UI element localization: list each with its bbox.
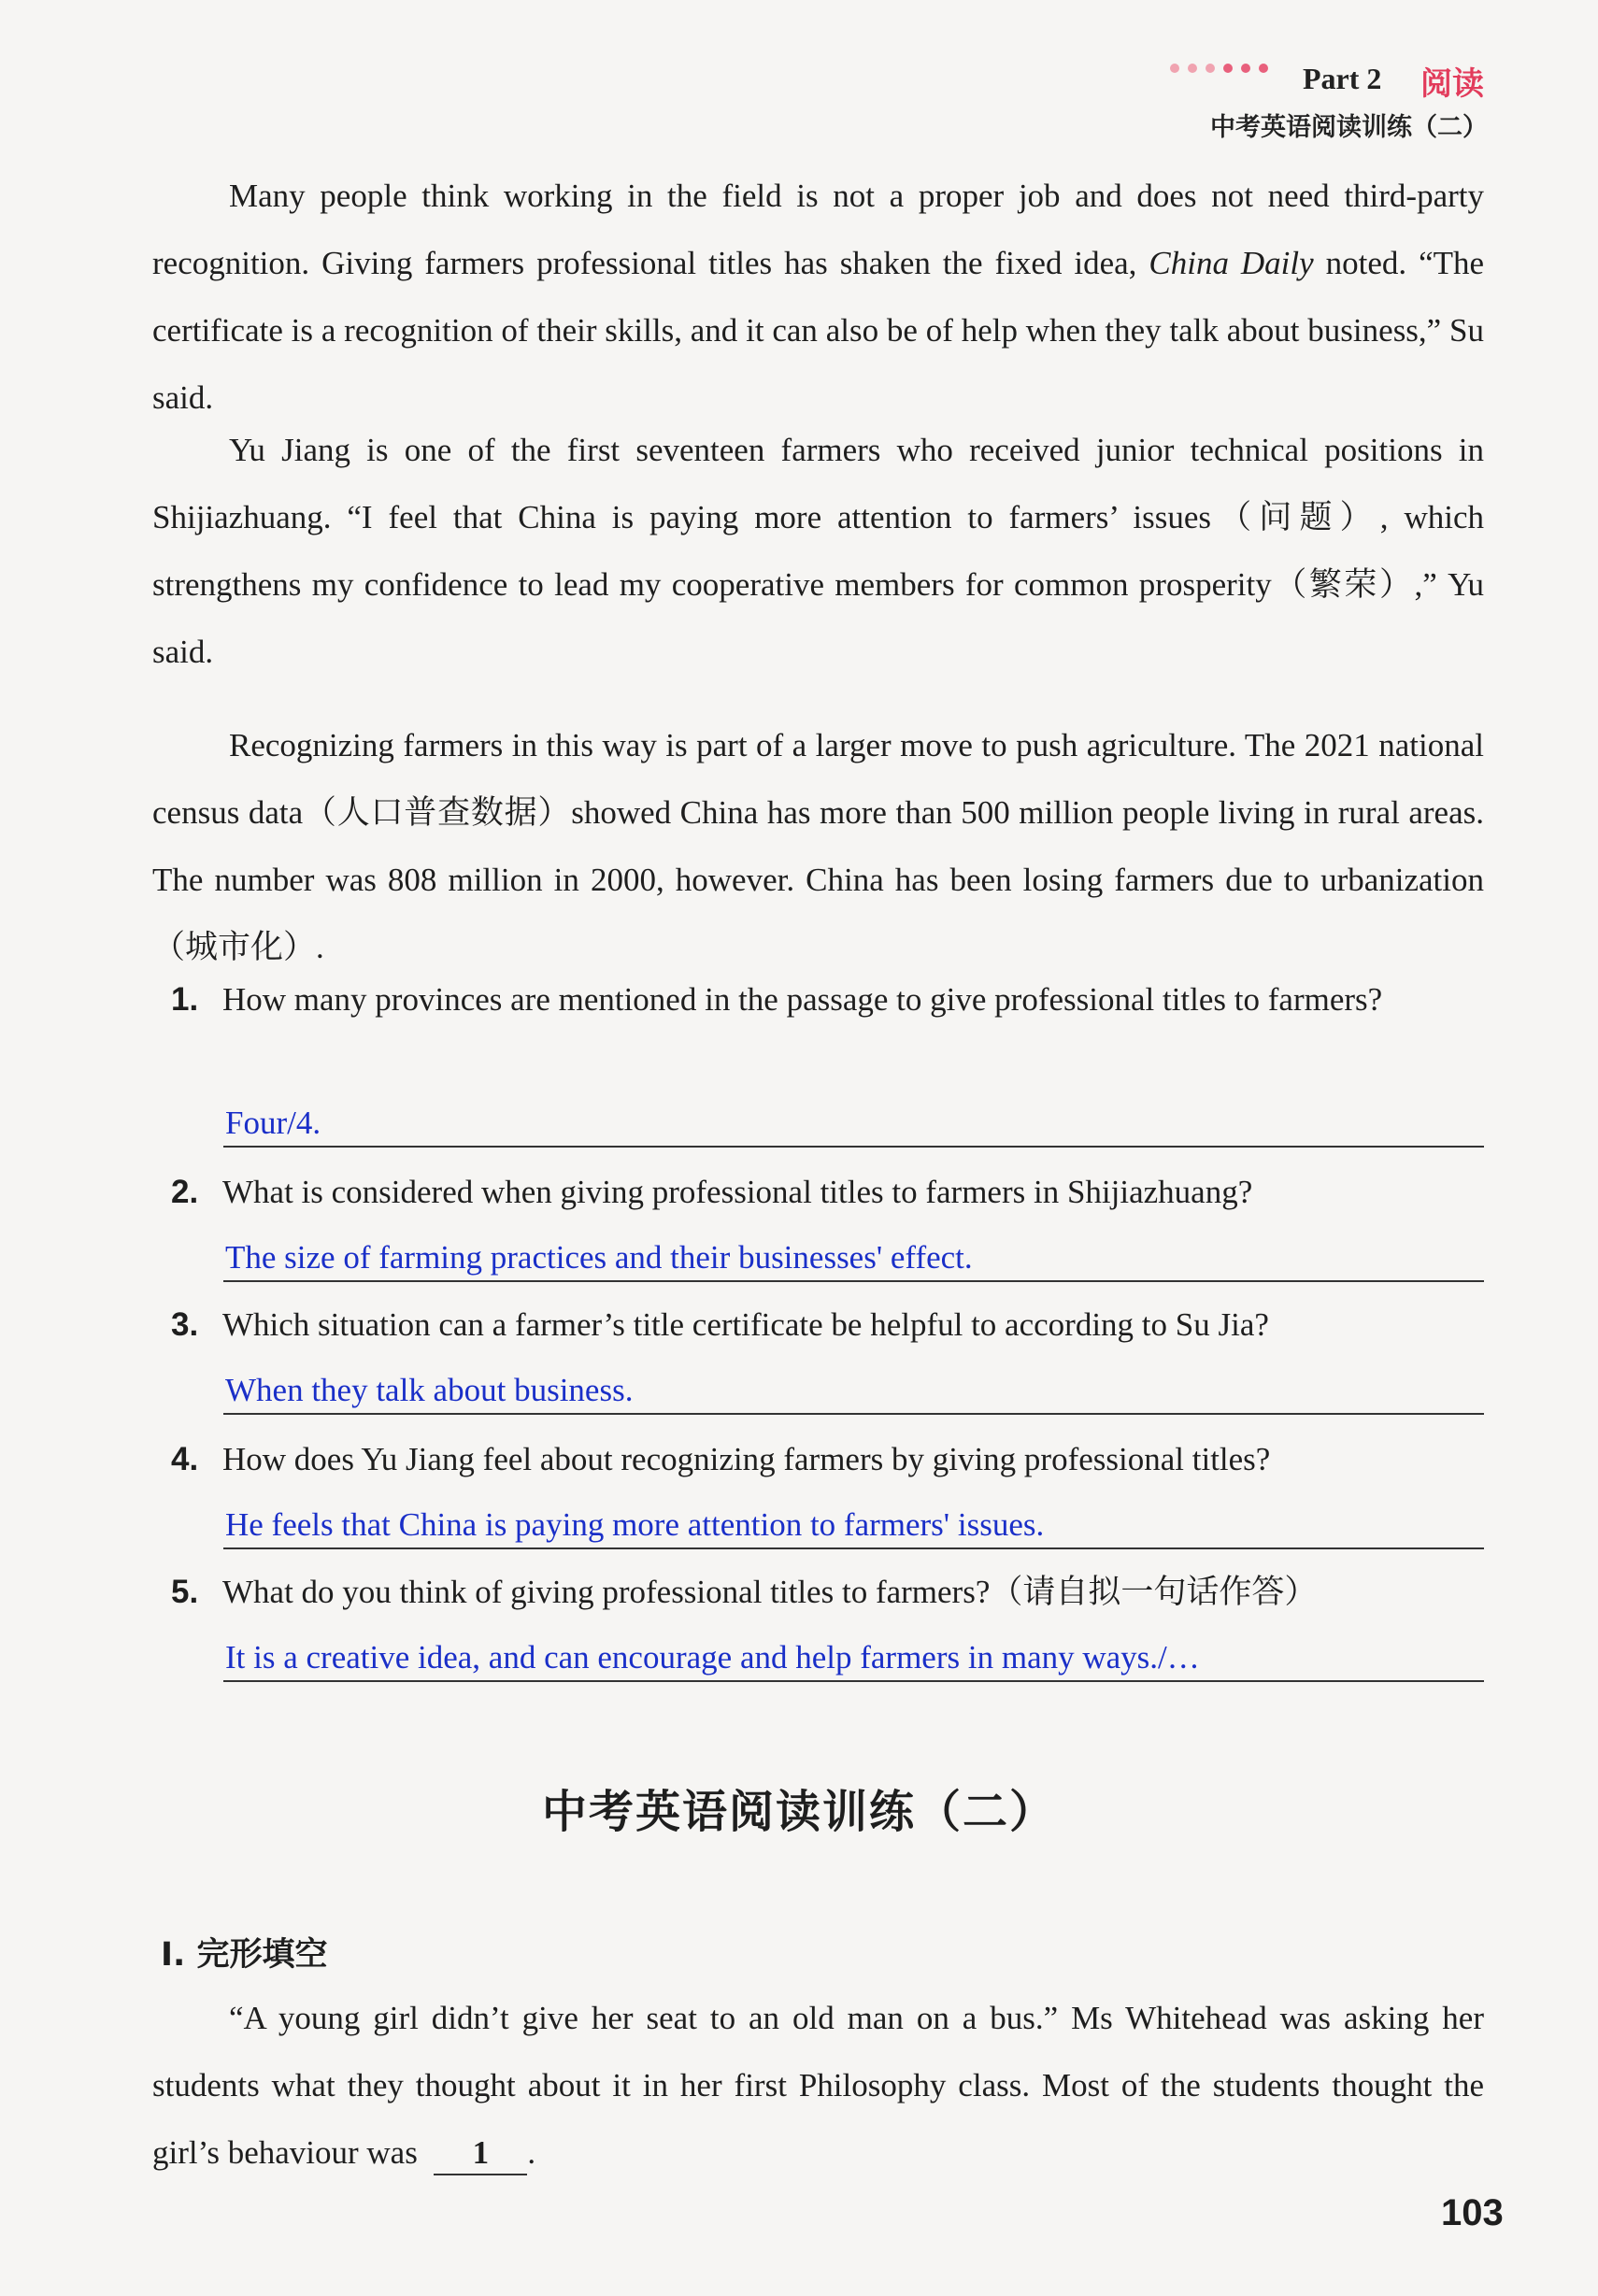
question-text: Which situation can a farmer’s title certificate be helpful to according to Su Jia? <box>222 1306 1269 1343</box>
paragraph-1: Many people think working in the field is not a proper job and does not need third-party recognition. Giving farmers professional titles has shaken the fixed idea, China Daily noted. “The certificate is a recognition of their skills, and it can also be of help when they talk about business,” Su said. <box>152 178 1485 416</box>
part-label: Ⅰ. 完形填空 <box>161 1936 328 1974</box>
header-category: 阅读 <box>1420 65 1484 103</box>
answer-line-3 <box>223 1353 1484 1415</box>
answer-text: Four/4. <box>225 1105 321 1141</box>
header-subtitle: 中考英语阅读训练（二） <box>1210 113 1488 142</box>
header-dots <box>1170 64 1268 73</box>
blank-1: 1 <box>434 2132 527 2175</box>
paragraph-2: Yu Jiang is one of the first seventeen farmers who received junior technical positions in Shijiazhuang. “I feel that China is paying more attention to farmers’ issues（问题）, which strengthens my confidence to lead my cooperative members for common prosperity（繁荣）,” Yu said. <box>152 432 1484 670</box>
answer-line-5 <box>223 1620 1484 1682</box>
answer-line-1 <box>223 1086 1484 1148</box>
question-text: How many provinces are mentioned in the passage to give professional titles to farmers? <box>222 981 1383 1018</box>
answer-text: It is a creative idea, and can encourage and help farmers in many ways./… <box>225 1639 1200 1676</box>
question-text: What is considered when giving professional titles to farmers in Shijiazhuang? <box>222 1174 1253 1210</box>
page-number: 103 <box>1441 2192 1504 2233</box>
answer-text: When they talk about business. <box>225 1372 634 1408</box>
answer-line-2 <box>223 1220 1484 1282</box>
paragraph-3: Recognizing farmers in this way is part of a larger move to push agriculture. The 2021 national census data（人口普查数据）showed China has more than 500 million people living in rural areas. The number was 808 million in 2000, however. China has been losing farmers due to urbanization（城市化）. <box>152 727 1484 965</box>
textbook-page: Part 2 阅读 中考英语阅读训练（二） Many people think working in the field is not a proper job and does not need third-party recognition. Giving farmers professional titles has shaken the fixed idea, China Daily noted. “The certificate is a recognition of their skills, and it can also be of help when they talk about business,” Su said. Yu Jiang is one of the first seventeen farmers who received junior technical positions in Shijiazhuang. “I feel that China is paying more attention to farmers’ issues（问题）, which strengthens my confidence to lead my cooperative members for common prosperity（繁荣）,” Yu said. Recognizing farmers in this way is part of a larger move to push agriculture. The 2021 national census data（人口普查数据）showed China has more than 500 million people living in rural areas. The number was 808 million in 2000, however. China has been losing farmers due to urbanization（城市化）. 1. How many provinces are mentioned in the passage to give professional titles to farmers? Four/4. 2. What is considered when giving professional titles to farmers in Shijiazhuang? The size of farming practices and their businesses' effect. 3. Which situation can a farmer’s title certificate be helpful to according to Su Jia? When they talk about business. 4. How does Yu Jiang feel about recognizing farmers by giving professional titles? He feels that China is paying more attention to farmers' issues. 5. What do you think of giving professional titles to farmers?（请自拟一句话作答） It is a creative idea, and can encourage and help farmers in many ways./… 中考英语阅读训练（二） Ⅰ. 完形填空 “A young girl didn’t give her seat to an old man on a bus.” Ms Whitehead was asking her students what they thought about it in her first Philosophy class. Most of the students thought the girl’s behaviour was 1 . 103 <box>0 0 1598 2296</box>
section-title: 中考英语阅读训练（二） <box>541 1786 1056 1838</box>
question-text: How does Yu Jiang feel about recognizing farmers by giving professional titles? <box>222 1441 1271 1477</box>
newspaper-name: China Daily <box>1149 245 1314 281</box>
cloze-paragraph: “A young girl didn’t give her seat to an old man on a bus.” Ms Whitehead was asking her students what they thought about it in her first Philosophy class. Most of the students thought the girl’s behaviour was 1 . <box>152 1985 1484 2187</box>
answer-text: He feels that China is paying more attention to farmers' issues. <box>225 1506 1045 1543</box>
header-part: Part 2 <box>1303 62 1382 95</box>
question-text: What do you think of giving professional titles to farmers?（请自拟一句话作答） <box>222 1574 1318 1610</box>
answer-text: The size of farming practices and their businesses' effect. <box>225 1239 973 1276</box>
answer-line-4 <box>223 1488 1484 1549</box>
